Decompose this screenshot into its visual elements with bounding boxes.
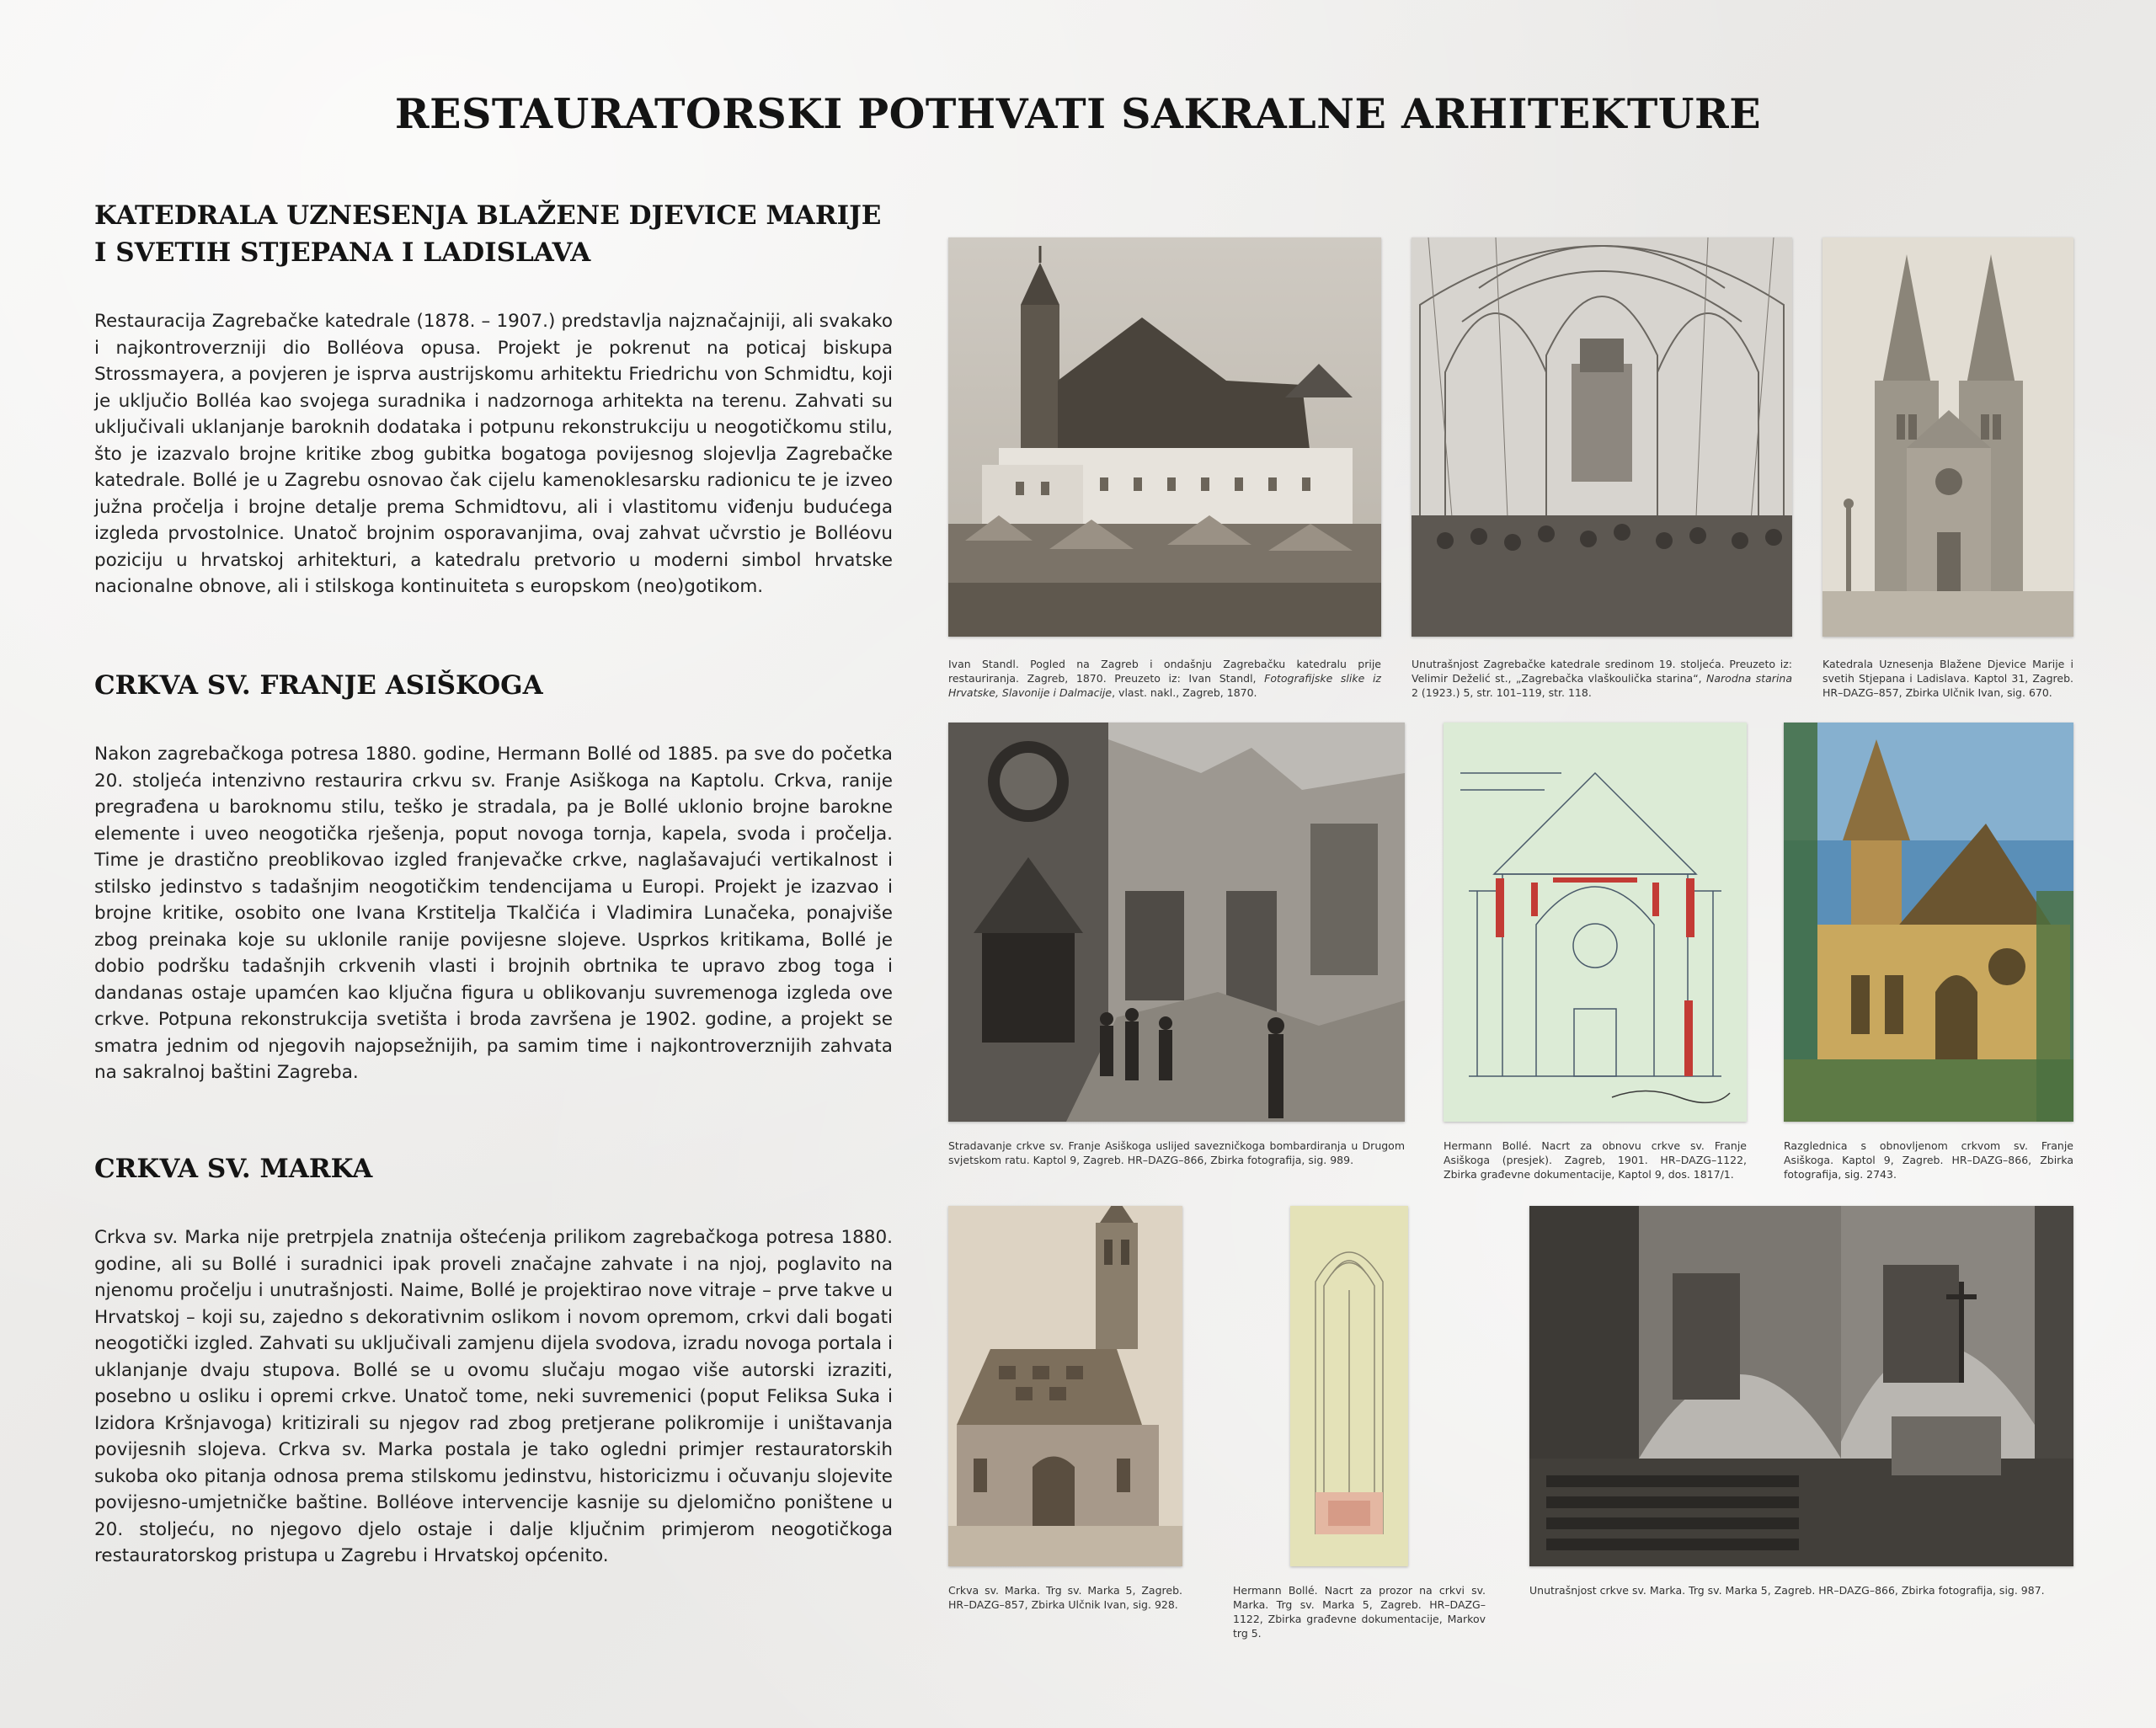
caption-2-b: 2 (1923.) 5, str. 101–119, str. 118. [1412, 686, 1592, 699]
photo-franjo-postcard [1784, 723, 2073, 1122]
heading-line-2: I SVETIH STJEPANA I LADISLAVA [94, 237, 591, 268]
photo-cathedral-interior-engraving [1412, 237, 1792, 637]
caption-2-a: Unutrašnjost Zagrebačke katedrale sredinom 19. stoljeća. Preuzeto iz: Velimir Deželić st., „Zagrebačka vlaškoulička starina“, [1412, 658, 1792, 685]
section-heading-marko: CRKVA SV. MARKA [94, 1154, 373, 1184]
page-title: RESTAURATORSKI POTHVATI SAKRALNE ARHITEKTURE [394, 89, 1762, 138]
caption-8: Hermann Bollé. Nacrt za prozor na crkvi sv. Marka. Trg sv. Marka 5, Zagreb. HR–DAZG–1122, Zbirka građevne dokumentacije, Markov trg 5. [1233, 1584, 1486, 1640]
caption-1-title: Fotografijske slike iz Hrvatske, Slavonije i Dalmacije [948, 672, 1381, 699]
drawing-marko-window [1290, 1206, 1408, 1566]
caption-1-b: , vlast. nakl., Zagreb, 1870. [1112, 686, 1257, 699]
heading-line-1: KATEDRALA UZNESENJA BLAŽENE DJEVICE MARIJE [94, 200, 882, 231]
caption-1-a: Ivan Standl. Pogled na Zagreb i ondašnju Zagrebačku katedralu prije restauriranja. Zagreb, 1870. Preuzeto iz: Ivan Standl, [948, 658, 1381, 685]
section-body-marko: Crkva sv. Marka nije pretrpjela znatnija oštećenja prilikom zagrebačkoga potresa 1880. godine, ali su Bollé i suradnici ipak proveli značajne zahvate i na njoj, poglavito na njenomu pročelju i unutrašnjosti. Naime, Bollé je projektirao nove vitraje – prve takve u Hrvatskoj – koji su, zajedno s dekorativnim oslikom i novom opremom, crkvi dali bogati neogotički izgled. Zahvati su uključivali zamjenu dijela svodova, izradu novoga portala i uklanjanje dvaju stupova. Bollé se u ovomu slučaju mogao više autorski izraziti, posebno u osliku i opremi crkve. Unatoč tome, neki suvremenici (poput Feliksa Suka i Izidora Kršnjavoga) kritizirali su njegov rad zbog pretjerane polikromije i uništavanja povijesnih slojeva. Crkva sv. Marka postala je tako ogledni primjer restauratorskih sukoba oko pitanja odnosa prema stilskomu jedinstvu, historicizmu i očuvanju slojevite povijesno-umjetničke baštine. Bolléove intervencije kasnije su djelomično poništene u 20. stoljeću, no njegovo djelo ostaje i dalje ključnim primjerom neogotičkoga restauratorskog pristupa u Zagrebu i Hrvatskoj općenito. [94, 1227, 893, 1566]
photo-cathedral-facade [1822, 237, 2073, 637]
photo-marko-church [948, 1206, 1182, 1566]
section-heading-franjo: CRKVA SV. FRANJE ASIŠKOGA [94, 670, 543, 701]
drawing-franjo-section-plan [1444, 723, 1747, 1122]
caption-6: Razglednica s obnovljenom crkvom sv. Franje Asiškoga. Kaptol 9, Zagreb. HR–DAZG–866, Zbirka fotografija, sig. 2743. [1784, 1139, 2073, 1181]
caption-5: Hermann Bollé. Nacrt za obnovu crkve sv. Franje Asiškoga (presjek). Zagreb, 1901. HR–DAZG–1122, Zbirka građevne dokumentacije, Kaptol 9, dos. 1817/1. [1444, 1139, 1747, 1181]
caption-2-title: Narodna starina [1706, 672, 1792, 685]
caption-4: Stradavanje crkve sv. Franje Asiškoga uslijed savezničkoga bombardiranja u Drugom svjetskom ratu. Kaptol 9, Zagreb. HR–DAZG–866, Zbirka fotografija, sig. 989. [948, 1139, 1405, 1166]
caption-2 [1412, 657, 1792, 700]
photo-marko-interior [1529, 1206, 2073, 1566]
section-body-cathedral: Restauracija Zagrebačke katedrale (1878. – 1907.) predstavlja najznačajniji, ali svakako i najkontroverzniji dio Bolléova opusa. Projekt je pokrenut na poticaj biskupa Strossmayera, a povjeren je isprva austrijskomu arhitektu Friedrichu von Schmidtu, koji je uključio Bolléa kao svojega suradnika i nadzornoga arhitekta na terenu. Zahvati su uključivali uklanjanje baroknih dodataka i potpunu rekonstrukciju u neogotičkomu stilu, što je izazvalo brojne kritike zbog gubitka bogatoga povijesnog slojevlja Zagrebačke katedrale. Bollé je u Zagrebu osnovao čak cijelu kamenoklesarsku radionicu te je izveo južna pročelja i brojne detalje prema Schmidtovu, ali i vlastitomu viđenju budućega izgleda prvostolnice. Unatoč brojnim osporavanjima, ovaj zahvat učvrstio je Bolléovu poziciju u hrvatskoj arhitekturi, a katedralu pretvorio u moderni simbol hrvatske nacionalne obnove, ali i stilskoga kontinuiteta s europskom (neo)gotikom. [94, 311, 893, 597]
section-body-franjo: Nakon zagrebačkoga potresa 1880. godine, Hermann Bollé od 1885. pa sve do početka 20. stoljeća intenzivno restaurira crkvu sv. Franje Asiškoga na Kaptolu. Crkva, ranije pregrađena u baroknomu stilu, teško je stradala, pa je Bollé uklonio brojne barokne elemente i uveo neogotička rješenja, poput novoga tornja, kapela, svoda i pročelja. Time je drastično preoblikovao izgled franjevačke crkve, naglašavajući vertikalnost i stilsko jedinstvo s tadašnjim neogotičkim tendencijama u Europi. Projekt je izazvao i brojne kritike, osobito one Ivana Krstitelja Tkalčića i Vladimira Lunačeka, ponajviše zbog preinaka koje su uklonile ranije povijesne slojeve. Usprkos kritikama, Bollé je dobio podršku tadašnjih crkvenih vlasti i brojnih obrtnika te upravo zbog toga i dandanas ostaje upamćen kao ključna figura u oblikovanju suvremenoga izgleda ove crkve. Potpuna rekonstrukcija svetišta i broda završena je 1902. godine, a projekt se smatra jednim od njegovih najopsežnijih, pa samim time i najkontroverznijih zahvata na sakralnoj baštini Zagreba. [94, 744, 893, 1083]
caption-7: Crkva sv. Marka. Trg sv. Marka 5, Zagreb. HR–DAZG–857, Zbirka Ulčnik Ivan, sig. 928. [948, 1584, 1182, 1611]
caption-9: Unutrašnjost crkve sv. Marka. Trg sv. Marka 5, Zagreb. HR–DAZG–866, Zbirka fotografija, sig. 987. [1529, 1584, 2045, 1597]
caption-1 [948, 657, 1381, 700]
photo-franjo-bombing-damage [948, 723, 1405, 1122]
section-heading-cathedral [94, 197, 903, 271]
photo-zagreb-panorama-1870 [948, 237, 1381, 637]
caption-3: Katedrala Uznesenja Blažene Djevice Marije i svetih Stjepana i Ladislava. Kaptol 31, Zagreb. HR–DAZG–857, Zbirka Ulčnik Ivan, sig. 670. [1822, 658, 2073, 699]
